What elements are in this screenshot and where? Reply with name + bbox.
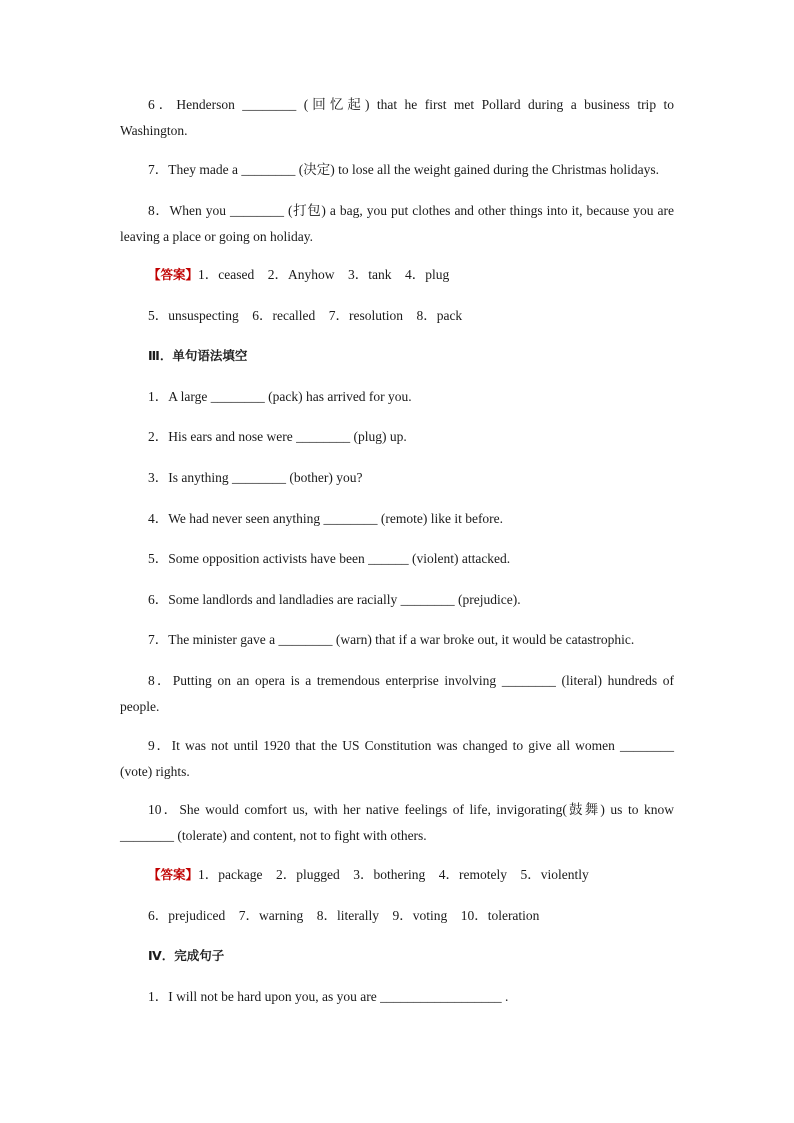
answer-line: 5．unsuspecting 6．recalled 7．resolution 8．pack bbox=[148, 308, 463, 323]
answer-line bbox=[148, 866, 589, 884]
exercise-item: 3．Is anything ________ (bother) you? bbox=[148, 470, 363, 485]
answer-text: 1．package 2．plugged 3．bothering 4．remotely 5．violently bbox=[198, 867, 589, 882]
exercise-item: 8．When you ________ (打包) a bag, you put clothes and other things into it, because you are bbox=[148, 203, 674, 218]
exercise-item-continuation: people. bbox=[120, 699, 160, 714]
exercise-item: 7．They made a ________ (决定) to lose all the weight gained during the Christmas holidays. bbox=[148, 162, 660, 177]
exercise-item-continuation: (vote) rights. bbox=[120, 764, 190, 779]
exercise-item: 7．The minister gave a ________ (warn) that if a war broke out, it would be catastrophic. bbox=[148, 632, 635, 647]
exercise-item: 5．Some opposition activists have been ______ (violent) attacked. bbox=[148, 551, 511, 566]
answer-tag: 【答案】 bbox=[148, 867, 199, 882]
answer-line bbox=[148, 266, 449, 284]
answer-text: 1．ceased 2．Anyhow 3．tank 4．plug bbox=[198, 267, 450, 282]
exercise-item: 10．She would comfort us, with her native feelings of life, invigorating(鼓舞) us to know bbox=[148, 802, 674, 817]
exercise-item-continuation: Washington. bbox=[120, 123, 188, 138]
answer-tag: 【答案】 bbox=[148, 267, 199, 282]
exercise-item: 1．A large ________ (pack) has arrived for you. bbox=[148, 389, 412, 404]
exercise-item: 6．Some landlords and landladies are racially ________ (prejudice). bbox=[148, 592, 521, 607]
exercise-item-continuation: leaving a place or going on holiday. bbox=[120, 229, 313, 244]
section-heading: Ⅲ．单句语法填空 bbox=[148, 348, 248, 363]
exercise-item: 4．We had never seen anything ________ (remote) like it before. bbox=[148, 511, 504, 526]
section-heading: Ⅳ．完成句子 bbox=[148, 948, 225, 963]
exercise-item-continuation: ________ (tolerate) and content, not to fight with others. bbox=[120, 828, 427, 843]
exercise-item: 6．Henderson ________ (回忆起) that he first met Pollard during a business trip to bbox=[148, 97, 674, 112]
exercise-item: 1．I will not be hard upon you, as you are __________________ . bbox=[148, 989, 509, 1004]
exercise-item: 8．Putting on an opera is a tremendous enterprise involving ________ (literal) hundreds of bbox=[148, 673, 674, 688]
exercise-item: 2．His ears and nose were ________ (plug) up. bbox=[148, 429, 407, 444]
exercise-item: 9．It was not until 1920 that the US Constitution was changed to give all women ________ bbox=[148, 738, 674, 753]
answer-line: 6．prejudiced 7．warning 8．literally 9．voting 10．toleration bbox=[148, 908, 540, 923]
